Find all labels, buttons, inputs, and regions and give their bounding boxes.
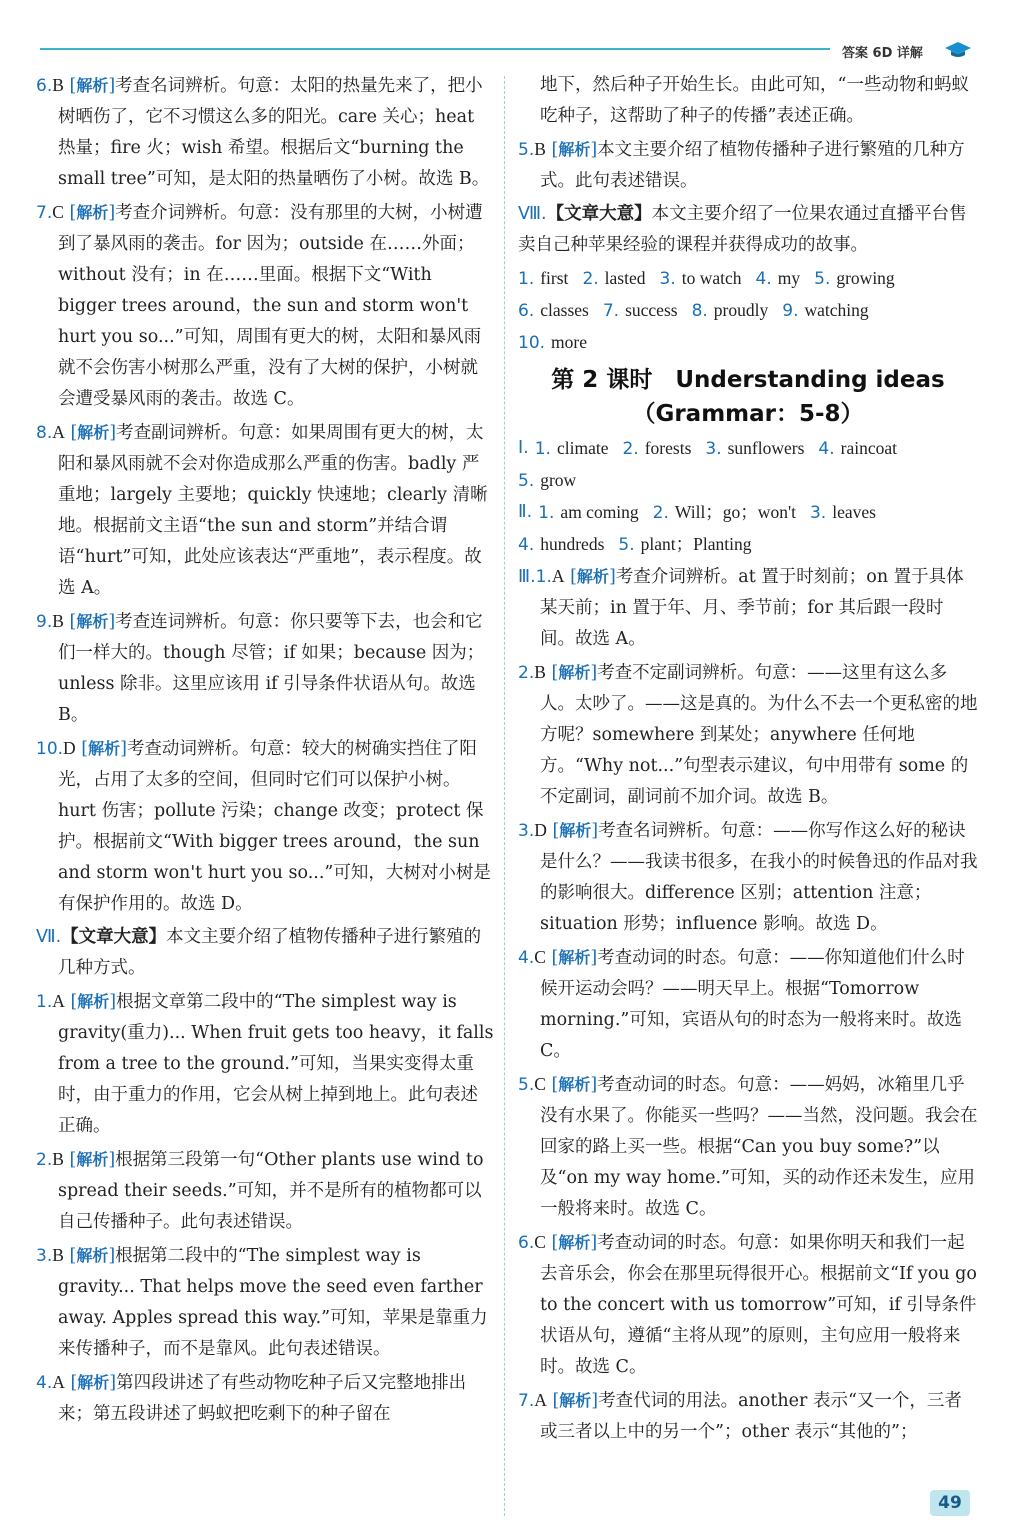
analysis-tag: 解析 — [76, 1150, 109, 1169]
fill-answer: 1. first — [518, 268, 569, 289]
page-number: 49 — [930, 1490, 970, 1516]
answer-entry-10: 10.D [解析]考查动词辨析。句意：较大的树确实挡住了阳光，占用了太多的空间，但同时它们可以保护小树。hurt 伤害；pollute 污染；change 改变；protect 保护。根据前文“With bigger trees around，the sun and storm won't hurt you so...”可知，大树对小树是有保护作用的。故选 D。 — [36, 738, 491, 914]
answer-row — [518, 465, 978, 497]
fill-answer: 5. plant；Planting — [618, 534, 752, 555]
answer-entry-6: 6.B [解析]考查名词辨析。句意：太阳的热量先来了，把小树晒伤了，它不习惯这么多的阳光。care 关心；heat 热量；fire 火；wish 希望。根据后文“burning the small tree”可知，是太阳的热量晒伤了小树。故选 B。 — [36, 75, 490, 189]
fill-answers-viii — [518, 263, 978, 359]
reading-entry-5: 5.B [解析]本文主要介绍了植物传播种子进行繁殖的几种方式。此句表述错误。 — [518, 139, 965, 191]
fill-answer: 5. grow — [518, 470, 577, 491]
section-iii-entry-2: 2.B [解析]考查不定副词辨析。句意：——这里有这么多人。太吵了。——这是真的。为什么不去一个更私密的地方呢？somewhere 到某处；anywhere 任何地方。“Why not...”句型表示建议，句中用带有 some 的不定副词，副词前不加介词。故选 B。 — [518, 662, 978, 807]
fill-answer: 4. hundreds — [518, 534, 605, 555]
header-label: 答案 6D 详解 — [842, 46, 923, 61]
section-iii-entry-5: 5.C [解析]考查动词的时态。句意：——妈妈，冰箱里几乎没有水果了。你能买一些吗？——当然，没问题。我会在回家的路上买一些。根据“Can you buy some?”以及“on my way home.”可知，买的动作还未发生，应用一般将来时。故选 C。 — [518, 1074, 978, 1219]
analysis-tag: 解析 — [77, 1373, 110, 1392]
analysis-tag: 解析 — [576, 567, 609, 586]
page-header — [0, 0, 1025, 66]
analysis-tag: 解析 — [76, 203, 109, 222]
analysis-tag: 解析 — [558, 1075, 591, 1094]
column-divider — [504, 76, 505, 1516]
reading-entry-4: 4.A [解析]第四段讲述了有些动物吃种子后又完整地排出来；第五段讲述了蚂蚁把吃剩下的种子留在 — [36, 1372, 467, 1424]
analysis-tag: 解析 — [76, 1246, 109, 1265]
section-iii-entry-6: 6.C [解析]考查动词的时态。句意：如果你明天和我们一起去音乐会，你会在那里玩得很开心。根据前文“If you go to the concert with us tomorrow”可知，if 引导条件状语从句，遵循“主将从现”的原则，主句应用一般将来时。故选 C。 — [518, 1232, 977, 1377]
reading-entry-4-continued: 地下，然后种子开始生长。由此可知，“一些动物和蚂蚁吃种子，这帮助了种子的传播”表述正确。 — [540, 75, 969, 126]
fill-answer: 4. raincoat — [818, 438, 897, 459]
answer-row: Ⅱ. 1. am coming 2. Will；go；won't 3. leaves — [518, 497, 978, 529]
reading-entry-2: 2.B [解析]根据第三段第一句“Other plants use wind to spread their seeds.”可知，并不是所有的植物都可以自己传播种子。此句表述错误。 — [36, 1149, 484, 1232]
analysis-tag: 解析 — [558, 663, 591, 682]
fill-answer: 9. watching — [782, 300, 869, 321]
fill-answer: 1. climate — [534, 438, 609, 459]
analysis-tag: 解析 — [88, 739, 121, 758]
answer-row — [518, 529, 978, 561]
fill-answer: 5. growing — [814, 268, 895, 289]
answer-row — [518, 295, 978, 327]
section-iii-entry-3: 3.D [解析]考查名词辨析。句意：——你写作这么好的秘诀是什么？——我读书很多，在我小的时候鲁迅的作品对我的影响很大。difference 区别；attention 注意；situation 形势；influence 影响。故选 D。 — [518, 820, 978, 934]
fill-answer: 2. forests — [622, 438, 692, 459]
reading-entry-1: 1.A [解析]根据文章第二段中的“The simplest way is gravity(重力)... When fruit gets too heavy，it falls from a tree to the ground.”可知，当果实变得太重时，由于重力的作用，它会从树上掉到地上。此句表述正确。 — [36, 991, 494, 1136]
answer-row: Ⅰ. 1. climate 2. forests 3. sunflowers 4. raincoat — [518, 433, 978, 465]
analysis-tag: 解析 — [559, 821, 592, 840]
analysis-tag: 解析 — [76, 612, 109, 631]
answer-row — [518, 263, 978, 295]
section-iii-entry-1: Ⅲ.1.A [解析]考查介词辨析。at 置于时刻前；on 置于具体某天前；in 置于年、月、季节前；for 其后跟一段时间。故选 A。 — [518, 566, 964, 649]
lesson-title: 第 2 课时 Understanding ideas （Grammar：5-8） — [551, 367, 945, 427]
section-iii-entry-7: 7.A [解析]考查代词的用法。another 表示“又一个，三者或三者以上中的另一个”；other 表示“其他的”； — [518, 1390, 962, 1442]
right-column — [518, 70, 978, 1450]
section-ii-answers — [518, 497, 978, 561]
header-rule — [40, 48, 830, 50]
fill-answer: 7. success — [602, 300, 678, 321]
section-i-answers — [518, 433, 978, 497]
analysis-tag: 解析 — [559, 1391, 592, 1410]
answer-entry-9: 9.B [解析]考查连词辨析。句意：你只要等下去，也会和它们一样大的。though 尽管；if 如果；because 因为；unless 除非。这里应该用 if 引导条件状语从句。故选 B。 — [36, 611, 485, 725]
fill-answer: 10. more — [518, 332, 588, 353]
analysis-tag: 解析 — [77, 423, 110, 442]
analysis-tag: 解析 — [558, 948, 591, 967]
fill-answer: 3. to watch — [659, 268, 742, 289]
answer-entry-8: 8.A [解析]考查副词辨析。句意：如果周围有更大的树，太阳和暴风雨就不会对你造成那么严重的伤害。badly 严重地；largely 主要地；quickly 快速地；clearly 清晰地。根据前文主语“the sun and storm”并结合谓语“hurt”可知，此处应该表达“严重地”，表示程度。故选 A。 — [36, 422, 488, 598]
analysis-tag: 解析 — [558, 140, 591, 159]
reading-entry-3: 3.B [解析]根据第二段中的“The simplest way is gravity... That helps move the seed even farther away. Apples spread this way.”可知，苹果是靠重力来传播种子，而不是靠风。此句表述错误。 — [36, 1245, 488, 1359]
fill-answer: 3. sunflowers — [705, 438, 805, 459]
analysis-tag: 解析 — [558, 1233, 591, 1252]
section-vii-summary: Ⅶ.【文章大意】本文主要介绍了植物传播种子进行繁殖的几种方式。 — [36, 927, 482, 978]
left-column — [36, 70, 494, 1432]
section-viii-summary: Ⅷ.【文章大意】本文主要介绍了一位果农通过直播平台售卖自己种苹果经验的课程并获得成功的故事。 — [518, 204, 967, 255]
fill-answer: 2. lasted — [582, 268, 646, 289]
analysis-tag: 解析 — [77, 992, 110, 1011]
graduation-cap-icon — [944, 40, 972, 60]
answer-entry-7: 7.C [解析]考查介词辨析。句意：没有那里的大树，小树遭到了暴风雨的袭击。for 因为；outside 在……外面；without 没有；in 在……里面。根据下文“With bigger trees around，the sun and storm won't hurt you so...”可知，周围有更大的树，太阳和暴风雨就不会伤害小树那么严重，没有了大树的保护，小树就会遭受暴风雨的袭击。故选 C。 — [36, 202, 483, 409]
fill-answer: 6. classes — [518, 300, 589, 321]
section-iii-entry-4: 4.C [解析]考查动词的时态。句意：——你知道他们什么时候开运动会吗？——明天早上。根据“Tomorrow morning.”可知，宾语从句的时态为一般将来时。故选 C。 — [518, 947, 965, 1061]
fill-answer: 1. am coming — [538, 502, 639, 523]
fill-answer: 4. my — [755, 268, 801, 289]
fill-answer: 3. leaves — [809, 502, 876, 523]
fill-answer: 2. Will；go；won't — [652, 502, 796, 523]
analysis-tag: 解析 — [76, 76, 109, 95]
fill-answer: 8. proudly — [691, 300, 769, 321]
answer-row — [518, 327, 978, 359]
